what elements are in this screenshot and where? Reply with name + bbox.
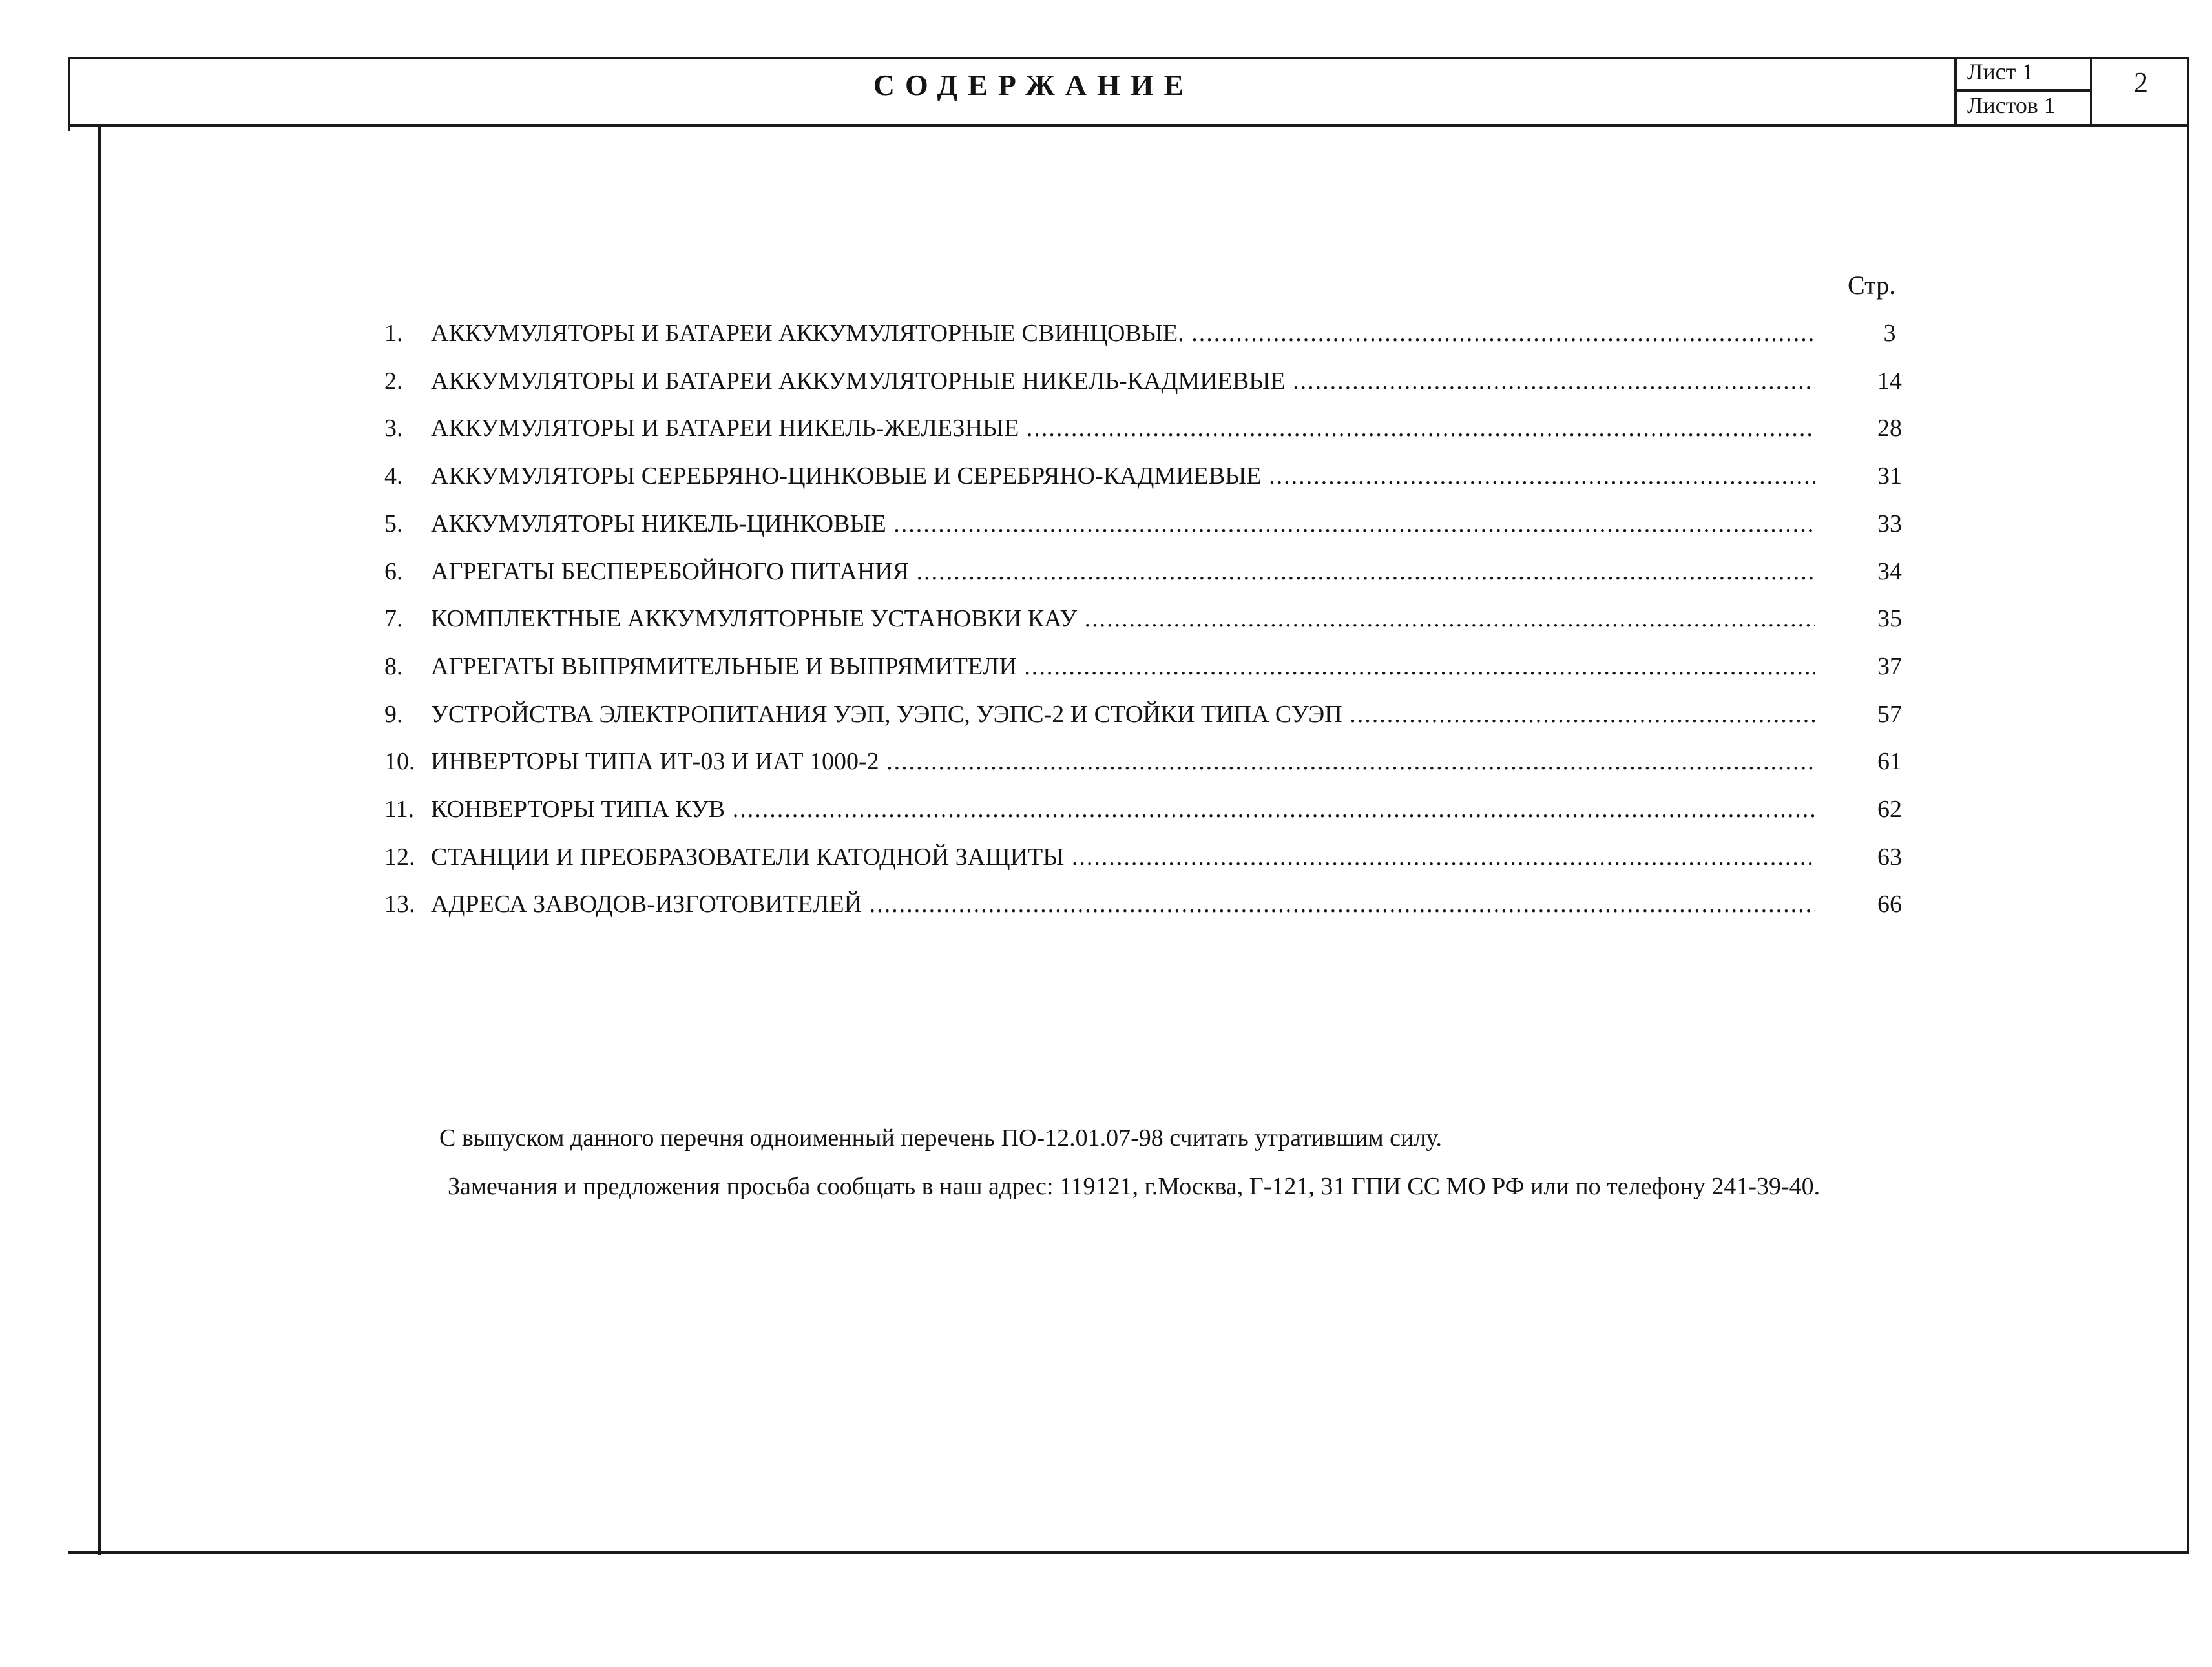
toc-item-title [431, 886, 1815, 922]
page-title: СОДЕРЖАНИЕ [873, 68, 1195, 101]
toc-leader-dots [1286, 368, 1815, 395]
sheets-total-label: Листов 1 [1967, 92, 2056, 118]
sheet-label: Лист 1 [1967, 59, 2034, 85]
toc-item-number: 10. [384, 748, 415, 776]
toc-item [384, 696, 1909, 732]
toc-item-title-text: КОНВЕРТОРЫ ТИПА КУВ [431, 796, 725, 823]
frame-left-edge [98, 126, 101, 1555]
toc-item-number: 7. [384, 605, 403, 633]
toc-item-page: 66 [1877, 891, 1902, 918]
toc-leader-dots [909, 558, 1815, 585]
toc-item-title [431, 458, 1815, 494]
toc-leader-dots [725, 796, 1815, 823]
toc-item-page: 33 [1877, 510, 1902, 537]
toc-item-title-text: АККУМУЛЯТОРЫ И БАТАРЕИ НИКЕЛЬ-ЖЕЛЕЗНЫЕ [431, 415, 1019, 442]
toc-item-title-text: АККУМУЛЯТОРЫ СЕРЕБРЯНО-ЦИНКОВЫЕ И СЕРЕБРЯНО-КАДМИЕВЫЕ [431, 462, 1262, 490]
toc-item-page: 61 [1877, 748, 1902, 776]
toc-item [384, 601, 1909, 637]
toc-item-title [431, 601, 1815, 637]
toc-item-number: 3. [384, 415, 403, 442]
toc-item-title [431, 410, 1815, 446]
toc-item-title-text: АККУМУЛЯТОРЫ И БАТАРЕИ АККУМУЛЯТОРНЫЕ НИКЕЛЬ-КАДМИЕВЫЕ [431, 367, 1286, 395]
toc-item [384, 839, 1909, 875]
toc-item-number: 1. [384, 320, 403, 347]
page-number: 2 [2134, 67, 2148, 98]
header-divider [68, 124, 2189, 127]
toc-item [384, 743, 1909, 780]
toc-item [384, 554, 1909, 590]
toc-item-page: 28 [1877, 415, 1902, 442]
toc-leader-dots [1077, 605, 1815, 632]
toc-item-title-text: ИНВЕРТОРЫ ТИПА ИТ-03 И ИАТ 1000-2 [431, 748, 879, 776]
toc-item-number: 5. [384, 510, 403, 537]
toc-item-title [431, 554, 1815, 590]
toc-leader-dots [1064, 844, 1815, 871]
toc-item-title [431, 363, 1815, 399]
toc-item-page: 31 [1877, 462, 1902, 490]
toc-item [384, 791, 1909, 827]
toc-item-page: 62 [1877, 796, 1902, 823]
toc-leader-dots [1262, 462, 1815, 490]
note-contact: Замечания и предложения просьба сообщать в наш адрес: 119121, г.Москва, Г-121, 31 ГПИ СС МО РФ или по телефону 241-39-40. [448, 1173, 1821, 1200]
toc-item-title [431, 506, 1815, 542]
toc-item-page: 57 [1877, 700, 1902, 728]
toc-item-page: 37 [1877, 652, 1902, 680]
toc-item-number: 4. [384, 462, 403, 490]
toc-item-title [431, 791, 1815, 827]
toc-item-title-text: АККУМУЛЯТОРЫ НИКЕЛЬ-ЦИНКОВЫЕ [431, 510, 886, 537]
toc-leader-dots [862, 891, 1815, 918]
toc-item-title-text: СТАНЦИИ И ПРЕОБРАЗОВАТЕЛИ КАТОДНОЙ ЗАЩИТЫ [431, 843, 1065, 871]
toc-item-number: 8. [384, 652, 403, 680]
toc-item [384, 648, 1909, 685]
toc-item-title [431, 648, 1815, 685]
toc-item-number: 6. [384, 557, 403, 585]
toc-item-title-text: АГРЕГАТЫ ВЫПРЯМИТЕЛЬНЫЕ И ВЫПРЯМИТЕЛИ [431, 652, 1017, 680]
toc-item-page: 63 [1877, 843, 1902, 871]
toc-item-title [431, 696, 1815, 732]
toc-item-number: 12. [384, 843, 415, 871]
toc-item [384, 886, 1909, 922]
toc-item [384, 410, 1909, 446]
toc-leader-dots [879, 748, 1815, 775]
toc-leader-dots [1184, 320, 1815, 347]
toc-item-title-text: АККУМУЛЯТОРЫ И БАТАРЕИ АККУМУЛЯТОРНЫЕ СВИНЦОВЫЕ. [431, 320, 1184, 347]
note-supersedes: С выпуском данного перечня одноименный перечень ПО-12.01.07-98 считать утратившим силу. [439, 1124, 1443, 1152]
toc-item-title [431, 839, 1815, 875]
page-column-header: Стр. [1848, 271, 1896, 300]
toc-leader-dots [1017, 653, 1815, 680]
toc-item-title-text: АДРЕСА ЗАВОДОВ-ИЗГОТОВИТЕЛЕЙ [431, 891, 862, 918]
toc-item-number: 2. [384, 367, 403, 395]
toc-item-page: 14 [1877, 367, 1902, 395]
toc-item-page: 34 [1877, 557, 1902, 585]
toc-item-number: 9. [384, 700, 403, 728]
toc-item [384, 458, 1909, 494]
toc-leader-dots [886, 510, 1815, 537]
frame-left-edge-top [68, 57, 70, 131]
toc-item-title-text: УСТРОЙСТВА ЭЛЕКТРОПИТАНИЯ УЭП, УЭПС, УЭПС-2 И СТОЙКИ ТИПА СУЭП [431, 700, 1342, 728]
toc-item-page: 35 [1877, 605, 1902, 633]
toc-item-title [431, 743, 1815, 780]
toc-leader-dots [1019, 415, 1815, 442]
toc-item-title-text: КОМПЛЕКТНЫЕ АККУМУЛЯТОРНЫЕ УСТАНОВКИ КАУ [431, 605, 1078, 633]
toc-item-number: 11. [384, 796, 415, 823]
toc-item-title-text: АГРЕГАТЫ БЕСПЕРЕБОЙНОГО ПИТАНИЯ [431, 557, 910, 585]
toc-item-title [431, 315, 1815, 351]
toc-leader-dots [1342, 701, 1815, 728]
toc-item [384, 315, 1909, 351]
toc-item [384, 506, 1909, 542]
toc-item [384, 363, 1909, 399]
sheet-info-box [1954, 57, 2092, 124]
toc-item-page: 3 [1883, 320, 1896, 347]
frame-bottom-edge [98, 1551, 2189, 1554]
toc-item-number: 13. [384, 891, 415, 918]
